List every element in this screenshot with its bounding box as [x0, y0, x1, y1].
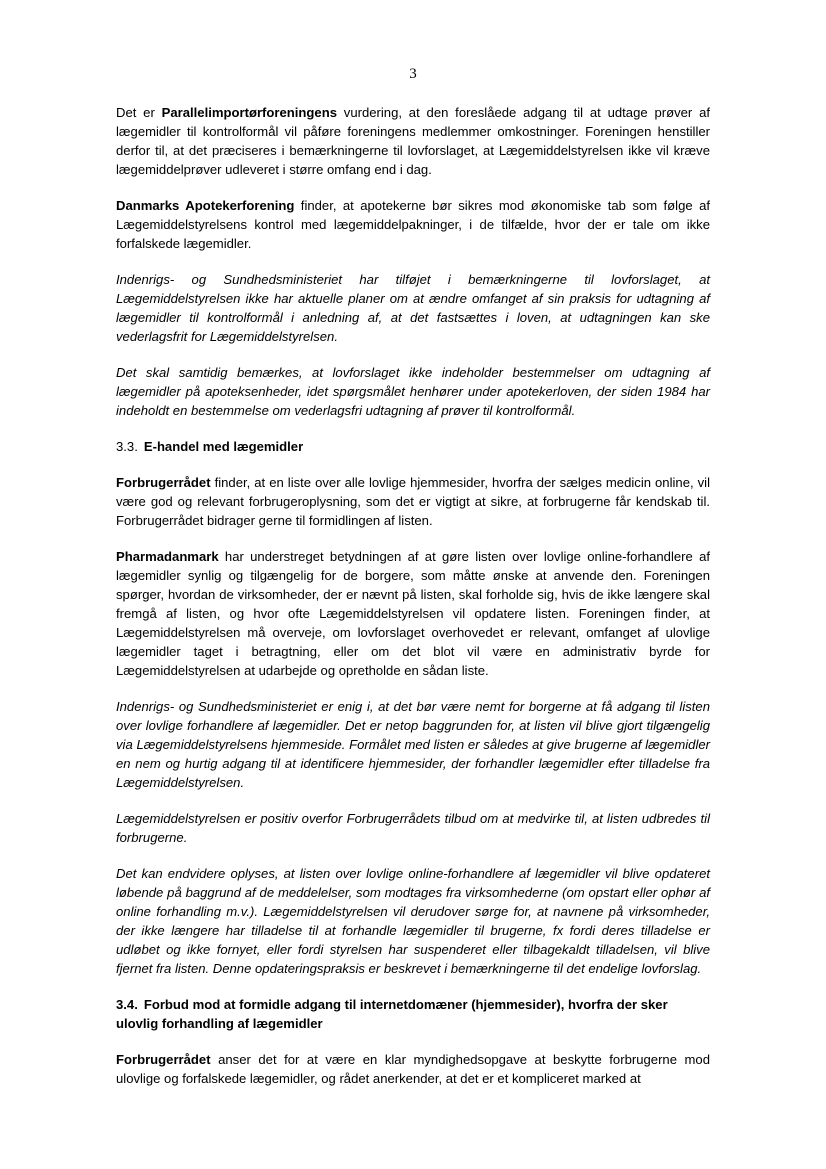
ministry-response-paragraph: Indenrigs- og Sundhedsministeriet er enig i, at det bør være nemt for borgerne at få adgang til listen over lovlige forhandlere af lægemidler. Det er netop baggrunden for, at listen vil blive gjort tilgængelig via Lægemiddelstyrelsens hjemmeside. Formålet med listen er således at give brugerne af lægemidler en nem og hurtig adgang til at identificere hjemmesider, der forhandler lægemidler efter tilladelse fra Lægemiddelstyrelsen.: [116, 699, 710, 790]
paragraph-forbrugerraadet-2: [116, 1050, 710, 1088]
organization-name: Forbrugerrådet: [116, 1052, 211, 1067]
paragraph-text: anser det for at være en klar myndighedsopgave at beskytte forbrugerne mod ulovlige og forfalskede lægemidler, og rådet anerkender, at det er et kompliceret marked at: [116, 1052, 710, 1086]
paragraph-text: har understreget betydningen af at gøre listen over lovlige online-forhandlere af lægemidler synlig og tilgængelig for de borgere, som måtte ønske at anvende den. Foreningen spørger, hvordan de virksomheder, der er nævnt på listen, skal forholde sig, hvis de ikke længere skal fremgå af listen, og hvor ofte Lægemiddelstyrelsen vil opdatere listen. Foreningen finder, at Lægemiddelstyrelsen må overveje, om lovforslaget overhovedet er relevant, omfanget af ulovlige lægemidler taget i betragtning, eller om det blot vil være en administrativ byrde for Lægemiddelstyrelsen at udarbejde og opretholde en sådan liste.: [116, 549, 710, 678]
ministry-response-paragraph: Det kan endvidere oplyses, at listen over lovlige online-forhandlere af lægemidler vil blive opdateret løbende på baggrund af de meddelelser, som modtages fra virksomhederne (om opstart eller ophør af online forhandling m.v.). Lægemiddelstyrelsen vil derudover sørge for, at navnene på virksomheder, der ikke længere har tilladelse til at forhandle lægemidler til brugerne, fx fordi deres tilladelse er udløbet og ikke fornyet, eller fordi styrelsen har suspenderet eller tilbagekaldt tilladelsen, vil blive fjernet fra listen. Denne opdateringspraksis er beskrevet i bemærkningerne til det endelige lovforslag.: [116, 866, 710, 976]
organization-name: Forbrugerrådet: [116, 475, 211, 490]
organization-name: Pharmadanmark: [116, 549, 219, 564]
document-body: [116, 103, 710, 1105]
paragraph-apotekerforening: [116, 196, 710, 253]
paragraph-text: finder, at apotekerne bør sikres mod økonomiske tab som følge af Lægemiddelstyrelsens kontrol med lægemiddelpakninger, i de tilfælde, hvor der er tale om ikke forfalskede lægemidler.: [116, 198, 710, 251]
paragraph-parallelimport: [116, 103, 710, 179]
ministry-response-paragraph: Lægemiddelstyrelsen er positiv overfor Forbrugerrådets tilbud om at medvirke til, at listen udbredes til forbrugerne.: [116, 811, 710, 845]
section-heading-3-4: [116, 995, 710, 1033]
ministry-response-paragraph: Indenrigs- og Sundhedsministeriet har tilføjet i bemærkningerne til lovforslaget, at Lægemiddelstyrelsen ikke har aktuelle planer om at ændre omfanget af sin praksis for udtagning af lægemidler til kontrolformål i anledning af, at det fastsættes i loven, at udtagningen kan ske vederlagsfrit for Lægemiddelstyrelsen.: [116, 272, 710, 344]
organization-name: Parallelimportørforeningens: [161, 105, 337, 120]
page-number: 3: [409, 66, 417, 82]
ministry-response-paragraph: Det skal samtidig bemærkes, at lovforslaget ikke indeholder bestemmelser om udtagning af lægemidler på apoteksenheder, idet spørgsmålet henhører under apotekerloven, der siden 1984 har indeholdt en bestemmelse om vederlagsfri udtagning af prøver til kontrolformål.: [116, 365, 710, 418]
section-number: 3.3.: [116, 439, 138, 454]
paragraph-text: vurdering, at den foreslåede adgang til at udtage prøver af lægemidler til kontrolformål vil påføre foreningens medlemmer omkostninger. Foreningen henstiller derfor til, at det præciseres i bemærkningerne til lovforslaget, at Lægemiddelstyrelsen ikke vil kræve lægemiddelprøver udleveret i større omfang end i dag.: [116, 105, 710, 177]
section-number: 3.4.: [116, 997, 138, 1012]
section-title: Forbud mod at formidle adgang til internetdomæner (hjemmesider), hvorfra der sker ulovlig forhandling af lægemidler: [116, 997, 668, 1031]
paragraph-forbrugerraadet: [116, 473, 710, 530]
section-title: E-handel med lægemidler: [143, 439, 304, 454]
section-heading-3-3: [116, 437, 710, 456]
paragraph-text: finder, at en liste over alle lovlige hjemmesider, hvorfra der sælges medicin online, vil være god og relevant forbrugeroplysning, som det er vigtigt at sikre, at forbrugerne får kendskab til. Forbrugerrådet bidrager gerne til formidlingen af listen.: [116, 475, 710, 528]
paragraph-intro: Det er: [116, 105, 162, 120]
paragraph-pharmadanmark: [116, 547, 710, 680]
organization-name: Danmarks Apotekerforening: [116, 198, 295, 213]
